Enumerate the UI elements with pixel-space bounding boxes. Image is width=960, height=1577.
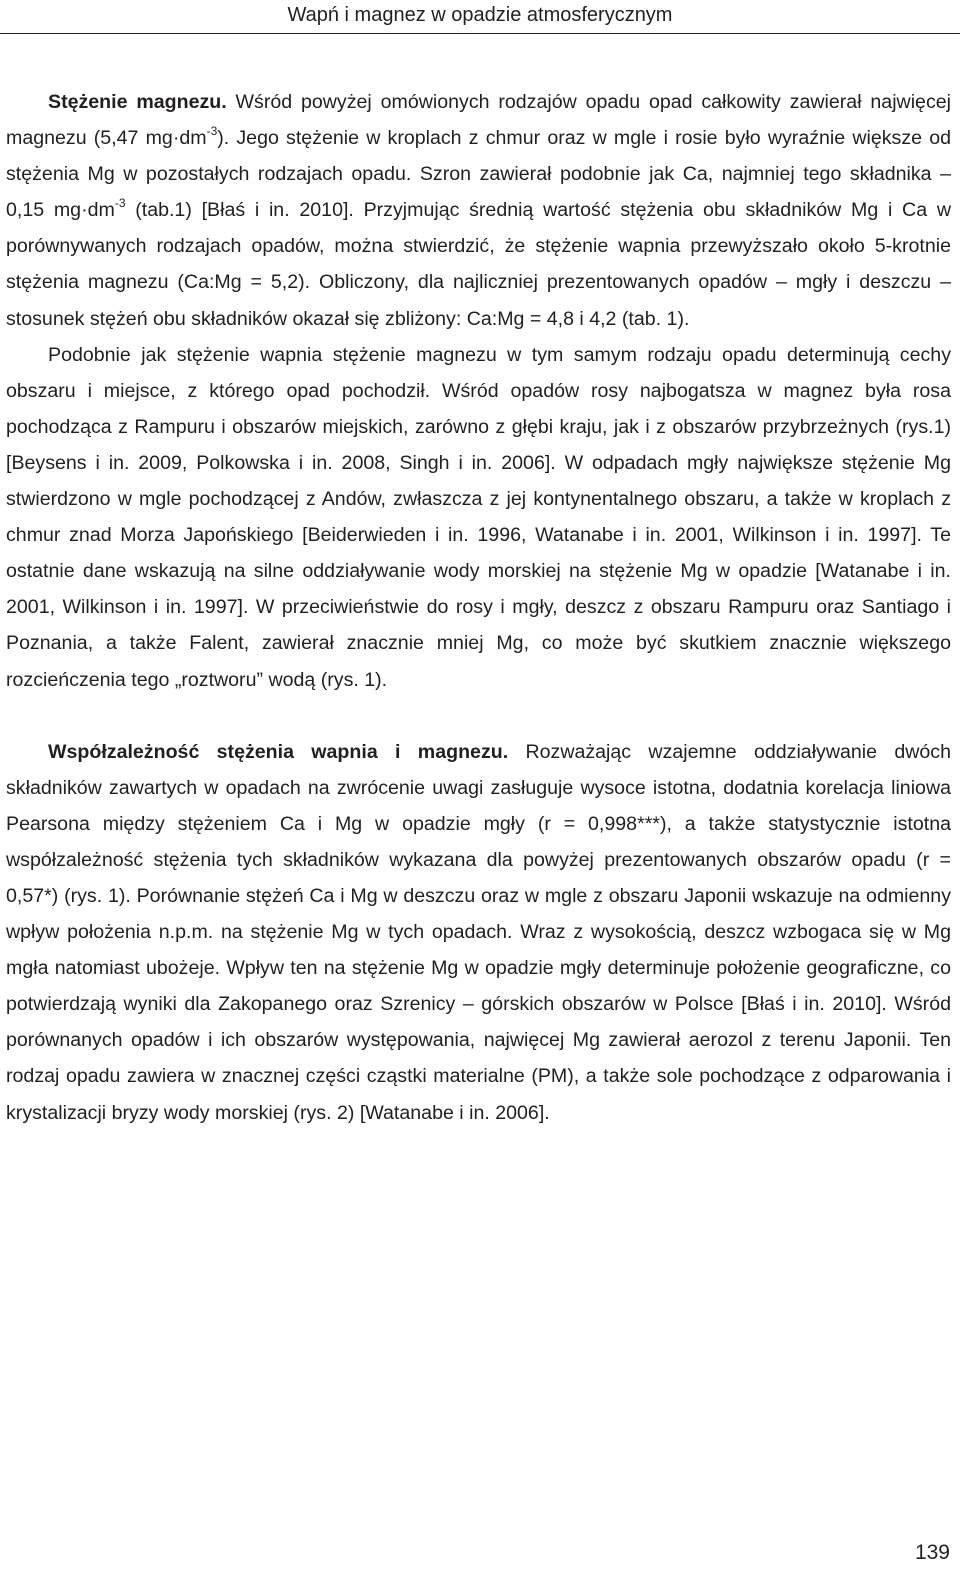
- paragraph-text: ). Jego stężenie w kroplach z chmur oraz w mgle i rosie było wyraźnie większe od stężenia Mg w pozostałych rodzajach opadu. Szron zawierał podobnie jak Ca, najmniej tego składnika – 0,15 mg·dm: [6, 127, 951, 222]
- paragraph-ca-mg-correlation: [6, 734, 951, 1131]
- running-title: Wapń i magnez w opadzie atmosferycznym: [287, 4, 673, 26]
- superscript: -3: [206, 123, 218, 138]
- section-heading-correlation: Współzależność stężenia wapnia i magnezu.: [48, 740, 509, 763]
- section-heading-magnesium: Stężenie magnezu.: [48, 91, 227, 113]
- page-number: 139: [914, 1541, 950, 1564]
- article-body: [6, 84, 951, 1131]
- running-header: [0, 0, 960, 34]
- paragraph-text: Wśród powyżej omówionych rodzajów opadu opad całkowity zawierał najwięcej magnezu (5,47 mg·dm: [6, 91, 951, 150]
- paragraph-text: (tab.1) [Błaś i in. 2010]. Przyjmując średnią wartość stężenia obu składników Mg i Ca w porównywanych rodzajach opadów, można stwierdzić, że stężenie wapnia przewyższało około 5-krotnie stężenia magnezu (Ca:Mg = 5,2). Obliczony, dla najliczniej prezentowanych opadów – mgły i deszczu – stosunek stężeń obu składników okazał się zbliżony: Ca:Mg = 4,8 i 4,2 (tab. 1).: [6, 199, 951, 330]
- paragraph-magnesium-concentration: [6, 84, 951, 337]
- paragraph-text: Rozważając wzajemne oddziaływanie dwóch składników zawartych w opadach na zwrócenie uwagi zasługuje wysoce istotna, dodatnia korelacja liniowa Pearsona między stężeniem Ca i Mg w opadzie mgły (r = 0,998***), a także statystycznie istotna współzależność stężenia tych składników wykazana dla powyżej prezentowanych obszarów opadu (r = 0,57*) (rys. 1). Porównanie stężeń Ca i Mg w deszczu oraz w mgle z obszaru Japonii wskazuje na odmienny wpływ położenia n.p.m. na stężenie Mg w tych opadach. Wraz z wysokością, deszcz wzbogaca się w Mg mgła natomiast ubożeje. Wpływ ten na stężenie Mg w opadzie mgły determinuje położenie geograficzne, co potwierdzają wyniki dla Zakopanego oraz Szrenicy – górskich obszarów w Polsce [Błaś i in. 2010]. Wśród porównanych opadów i ich obszarów występowania, najwięcej Mg zawierał aerozol z terenu Japonii. Ten rodzaj opadu zawiera w znacznej części cząstki materialne (PM), a także sole pochodzące z odparowania i krystalizacji bryzy wody morskiej (rys. 2) [Watanabe i in. 2006].: [6, 740, 951, 1124]
- superscript: -3: [114, 195, 126, 210]
- paragraph-magnesium-regions: Podobnie jak stężenie wapnia stężenie magnezu w tym samym rodzaju opadu determinują cechy obszaru i miejsce, z którego opad pochodził. Wśród opadów rosy najbogatsza w magnez była rosa pochodząca z Rampuru i obszarów miejskich, zarówno z głębi kraju, jak i z obszarów przybrzeżnych (rys.1) [Beysens i in. 2009, Polkowska i in. 2008, Singh i in. 2006]. W odpadach mgły największe stężenie Mg stwierdzono w mgle pochodzącej z Andów, zwłaszcza z jej kontynentalnego obszaru, a także w kroplach z chmur znad Morza Japońskiego [Beiderwieden i in. 1996, Watanabe i in. 2001, Wilkinson i in. 1997]. Te ostatnie dane wskazują na silne oddziaływanie wody morskiej na stężenie Mg w opadzie [Watanabe i in. 2001, Wilkinson i in. 1997]. W przeciwieństwie do rosy i mgły, deszcz z obszaru Rampuru oraz Santiago i Poznania, a także Falent, zawierał znacznie mniej Mg, co może być skutkiem znacznie większego rozcieńczenia tego „roztworu” wodą (rys. 1).: [6, 343, 951, 691]
